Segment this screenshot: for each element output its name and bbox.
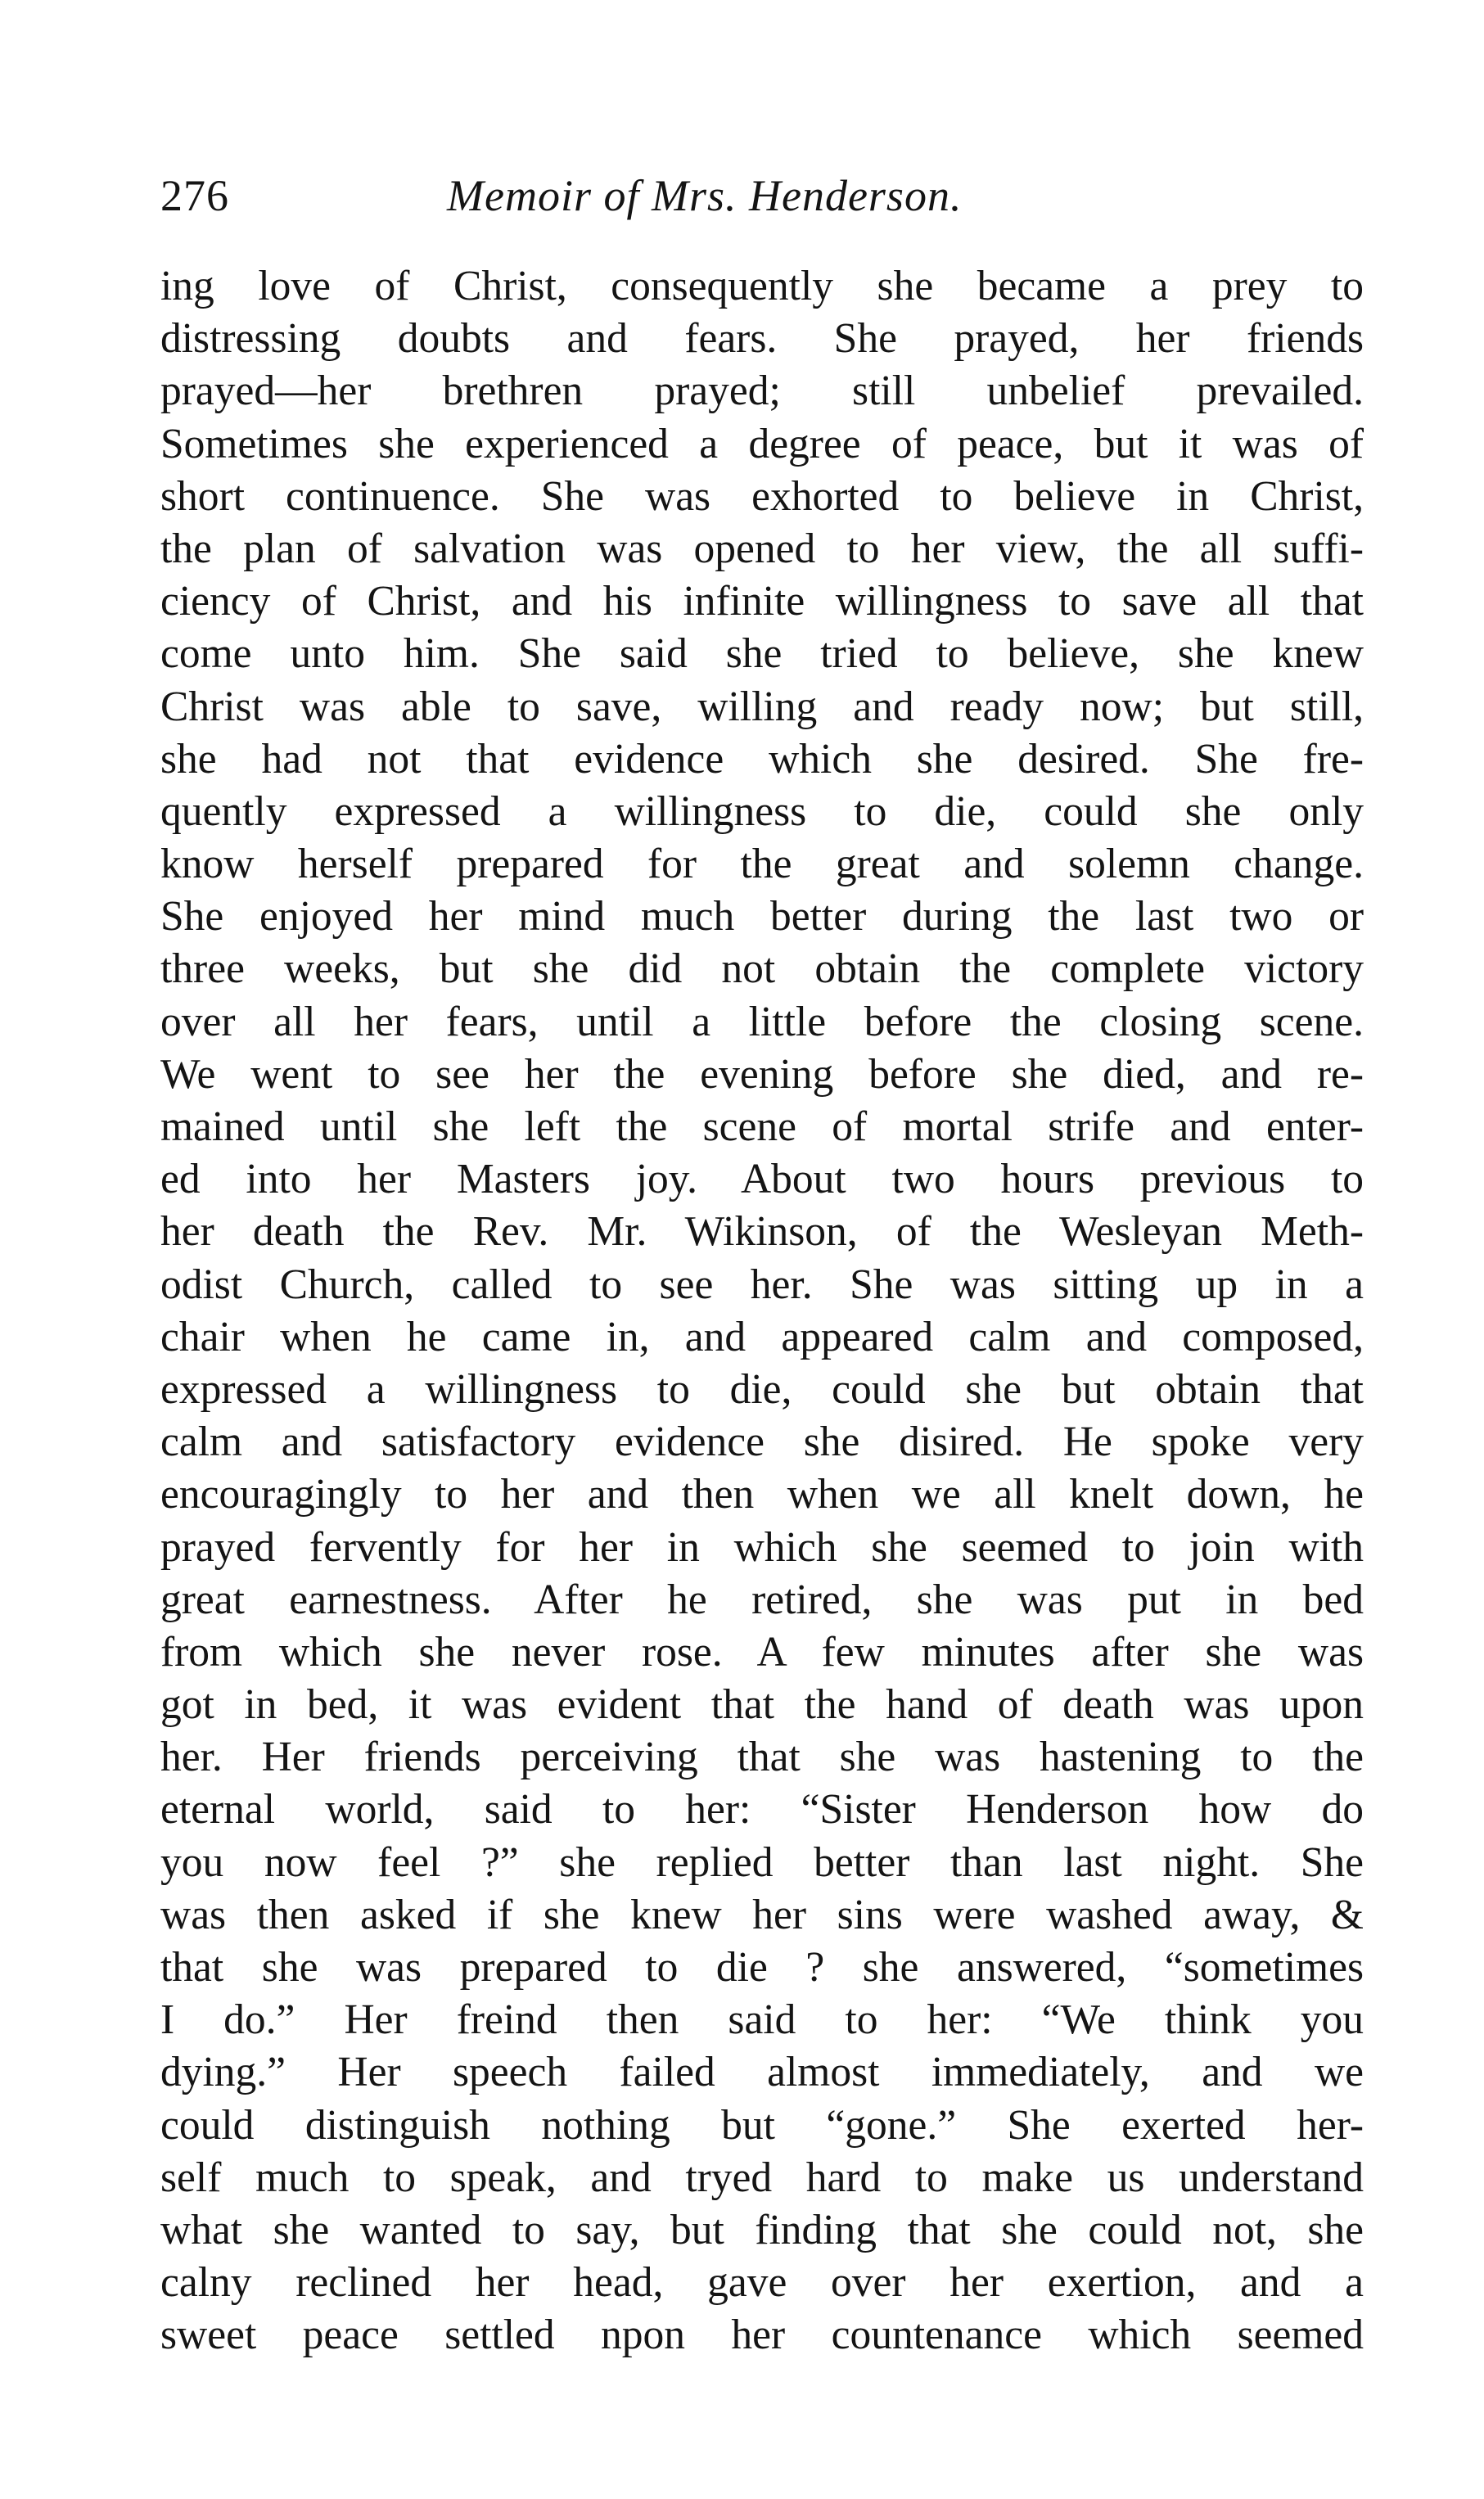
text-line: sweet peace settled npon her countenance which seemed (160, 2312, 1364, 2359)
page-number: 276 (160, 171, 229, 220)
text-line: you now feel ?” she replied better than last night. She (160, 1838, 1364, 1886)
text-line: odist Church, called to see her. She was sitting up in a (160, 1261, 1364, 1308)
text-line: over all her fears, until a little before the closing scene. (160, 998, 1364, 1045)
text-line: mained until she left the scene of mortal strife and enter- (160, 1103, 1364, 1150)
text-line: self much to speak, and tryed hard to make us understand (160, 2154, 1364, 2201)
text-line: know herself prepared for the great and solemn change. (160, 841, 1364, 888)
text-line: great earnestness. After he retired, she was put in bed (160, 1576, 1364, 1623)
text-line: Sometimes she experienced a degree of peace, but it was of (160, 420, 1364, 467)
text-line: the plan of salvation was opened to her view, the all suffi- (160, 525, 1364, 572)
text-line: three weeks, but she did not obtain the complete victory (160, 945, 1364, 993)
text-line: short continuence. She was exhorted to believe in Christ, (160, 472, 1364, 520)
text-line: she had not that evidence which she desired. She fre- (160, 735, 1364, 783)
running-title: Memoir of Mrs. Henderson. (447, 171, 963, 220)
text-line: what she wanted to say, but finding that she could not, she (160, 2206, 1364, 2253)
text-line: that she was prepared to die ? she answered, “sometimes (160, 1944, 1364, 1991)
text-line: Christ was able to save, willing and ready now; but still, (160, 683, 1364, 730)
text-line: dying.” Her speech failed almost immediately, and we (160, 2049, 1364, 2096)
text-line: ciency of Christ, and his infinite willingness to save all that (160, 578, 1364, 625)
text-line: got in bed, it was evident that the hand of death was upon (160, 1681, 1364, 1729)
text-line: I do.” Her freind then said to her: “We think you (160, 1996, 1364, 2044)
text-line: She enjoyed her mind much better during the last two or (160, 893, 1364, 941)
text-line: was then asked if she knew her sins were washed away, & (160, 1891, 1364, 1938)
text-line: ed into her Masters joy. About two hours previous to (160, 1156, 1364, 1203)
text-line: prayed fervently for her in which she seemed to join with (160, 1523, 1364, 1571)
text-line: chair when he came in, and appeared calm and composed, (160, 1313, 1364, 1360)
text-line: eternal world, said to her: “Sister Henderson how do (160, 1786, 1364, 1834)
text-line: quently expressed a willingness to die, could she only (160, 787, 1364, 835)
text-line: ing love of Christ, consequently she became a prey to (160, 263, 1364, 309)
text-line: expressed a willingness to die, could she but obtain that (160, 1365, 1364, 1413)
text-line: her death the Rev. Mr. Wikinson, of the Wesleyan Meth- (160, 1208, 1364, 1256)
text-line: distressing doubts and fears. She prayed, her friends (160, 315, 1364, 363)
text-line: her. Her friends perceiving that she was hastening to the (160, 1734, 1364, 1781)
text-line: prayed—her brethren prayed; still unbelief prevailed. (160, 368, 1364, 415)
running-head (160, 160, 1364, 234)
text-line: come unto him. She said she tried to believe, she knew (160, 630, 1364, 678)
text-line: from which she never rose. A few minutes after she was (160, 1628, 1364, 1676)
body-text (160, 260, 1364, 2362)
text-line: We went to see her the evening before she died, and re- (160, 1050, 1364, 1098)
text-line: encouragingly to her and then when we all knelt down, he (160, 1471, 1364, 1518)
text-line: calm and satisfactory evidence she disired. He spoke very (160, 1419, 1364, 1466)
text-line: could distinguish nothing but “gone.” She exerted her- (160, 2101, 1364, 2149)
text-line: calny reclined her head, gave over her exertion, and a (160, 2259, 1364, 2307)
